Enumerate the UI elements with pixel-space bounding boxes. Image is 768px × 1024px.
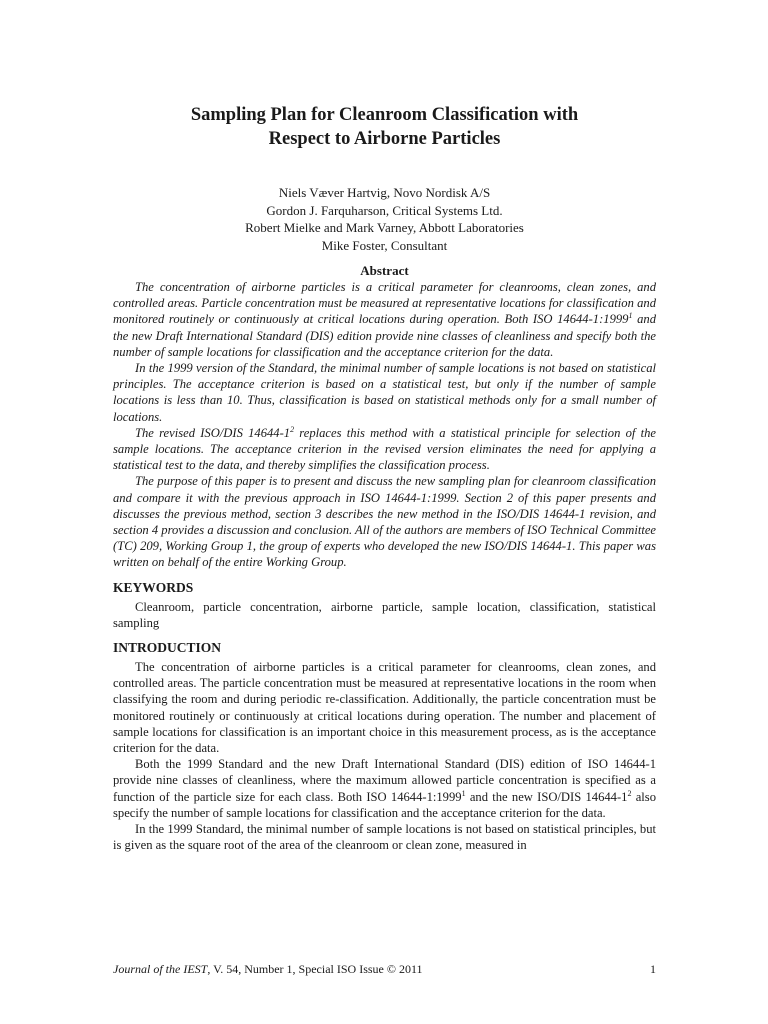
keywords-heading: KEYWORDS xyxy=(113,579,194,595)
introduction-heading: INTRODUCTION xyxy=(113,640,222,656)
paper-title xyxy=(113,103,656,151)
introduction-paragraph-1: The concentration of airborne particles is a critical parameter for cleanrooms, clean zones, and controlled areas. The particle concentration must be measured at representative locations in the room when classifying the room and during periodic re-classification. Additionally, the particle concentration must be monitored routinely or continuously at critical locations during operation. The number and placement of sample locations for classification is an important choice in this measurement process, as is the acceptance criterion for the data. xyxy=(113,660,656,756)
abstract-paragraph-4: The purpose of this paper is to present and discuss the new sampling plan for cleanroom classification and compare it with the previous approach in ISO 14644-1:1999. Section 2 of this paper presents and discusses the previous method, section 3 describes the new method in the ISO/DIS 14644-1 revision, and section 4 provides a discussion and conclusion. All of the authors are members of ISO Technical Committee (TC) 209, Working Group 1, the group of experts who developed the new ISO/DIS 14644-1. This paper was written on behalf of the entire Working Group. xyxy=(113,474,656,570)
abstract-paragraph-1: The concentration of airborne particles is a critical parameter for cleanrooms, clean zones, and controlled areas. Particle concentration must be measured at representative locations for classification and monitored routinely or continuously at critical locations during operation. Both ISO 14644-1:1999$^1$ and the new Draft International Standard (DIS) edition provide nine classes of cleanliness and specify both the number of sample locations for classification and the acceptance criterion for the data. xyxy=(113,280,656,359)
title-line-1: Sampling Plan for Cleanroom Classification with xyxy=(190,105,579,125)
keywords-text: Cleanroom, particle concentration, airborne particle, sample location, classification, statistical sampling xyxy=(113,599,656,630)
abstract-body xyxy=(113,279,656,571)
author-line: Niels Væver Hartvig, Novo Nordisk A/S xyxy=(278,185,491,200)
author-line: Gordon J. Farquharson, Critical Systems Ltd. xyxy=(266,202,503,218)
title-line-2: Respect to Airborne Particles xyxy=(268,129,501,149)
author-list xyxy=(113,184,656,254)
introduction-paragraph-3: In the 1999 Standard, the minimal number of sample locations is not based on statistical principles, but is given as the square root of the area of the cleanroom or clean zone, measured in xyxy=(113,822,656,853)
author-line: Robert Mielke and Mark Varney, Abbott Laboratories xyxy=(245,220,524,235)
page-footer xyxy=(113,961,656,977)
page-content xyxy=(113,103,656,854)
abstract-heading: Abstract xyxy=(360,263,409,278)
abstract-paragraph-2: In the 1999 version of the Standard, the minimal number of sample locations is not based on statistical principles. The acceptance criterion is based on a statistical test, but only if the number of sample locations is less than 10. Thus, classification is based on statistical methods only for a small number of locations. xyxy=(113,361,656,424)
introduction-paragraph-2: Both the 1999 Standard and the new Draft International Standard (DIS) edition of ISO 14644-1 provide nine classes of cleanliness, where the maximum allowed particle concentration is specified as a function of the particle size for each class. Both ISO 14644-1:1999$^1$ and the new ISO/DIS $14644-1^2$ also specify the number of sample locations for classification and the acceptance criterion for the data. xyxy=(113,757,656,820)
abstract-paragraph-3: The revised ISO/DIS $14644-1^2$ replaces this method with a statistical principle for selection of the sample locations. The acceptance criterion in the revised version eliminates the need for applying a statistical test to the data, and thereby simplifies the classification process. xyxy=(113,424,656,473)
page-number: 1 xyxy=(650,962,656,976)
footer-journal-name: Journal of the IEST xyxy=(113,962,208,976)
author-line: Mike Foster, Consultant xyxy=(321,237,448,253)
footer-citation: , V. 54, Number 1, Special ISO Issue © 2011 xyxy=(207,962,423,976)
introduction-body xyxy=(113,659,656,853)
keywords-body xyxy=(113,599,656,631)
